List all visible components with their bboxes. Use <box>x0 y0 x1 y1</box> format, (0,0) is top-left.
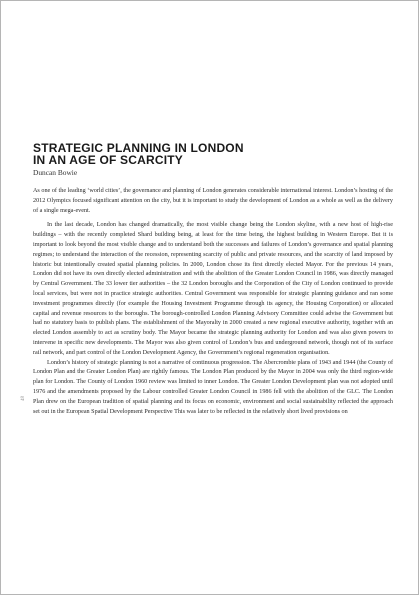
article-body <box>33 187 393 417</box>
article-title <box>33 143 393 166</box>
title-line-1: STRATEGIC PLANNING IN LONDON <box>33 141 244 155</box>
paragraph-1: As one of the leading ‘world cities’, the governance and planning of London generates considerable international interest. London’s hosting of the 2012 Olympics focused significant attention on the city, but it is important to study the development of London as a whole as well as the delivery of a single mega-event. <box>33 188 393 214</box>
title-line-2: IN AN AGE OF SCARCITY <box>33 152 183 167</box>
author-name: Duncan Bowie <box>33 168 78 177</box>
paragraph-3: London’s history of strategic planning is not a narrative of continuous progression. The Abercrombie plans of 1943 and 1944 (the County of London Plan and the Greater London Plan) are rightly famous. The London Plan produced by the Mayor in 2004 was only the third region-wide plan for London. The County of London 1960 review was limited to inner London. The Greater London Development plan was not adopted until 1976 and the amendments proposed by the Labour controlled Greater London Council in 1986 fell with the abolition of the GLC. The London Plan drew on the European tradition of spatial planning and its focus on economic, environment and social sustainability reflected the approach set out in the European Spatial Development Perspective This was later to be reflected in the relatively short lived provisions on <box>33 359 393 415</box>
margin-page-number: 48 <box>21 396 26 401</box>
paragraph-2: In the last decade, London has changed dramatically, the most visible change being the London skyline, with a new host of high-rise buildings – with the recently completed Shard building being, at least for the time being, the highest building in Western Europe. But it is important to look beyond the most visible change and to understand both the successes and failures of London’s governance and spatial planning regimes; to understand the interaction of the recession, representing scarcity of public and private resources, and the scarcity of land imposed by historic but intentionally created spatial planning policies. In 2000, London chose its first directly elected Mayor. For the previous 14 years, London did not have its own directly elected administration and with the abolition of the Greater London Council in 1986, was directly managed by Central Government. The 33 lower tier authorities – the 32 London boroughs and the Corporation of the City of London continued to provide local services, but were not in practice strategic authorities. Central Government was responsible for strategic planning guidance and ran some investment programmes directly (for example the Housing Investment Programme through its agency, the Housing Corporation) or allocated capital and revenue resources to the boroughs. The borough-controlled London Planning Advisory Committee could advise the Government but had no statutory basis to publish plans. The establishment of the Mayoralty in 2000 created a new regional executive authority, together with an elected London assembly to act as scrutiny body. The Mayor became the strategic planning authority for London and was also given powers to intervene in specific new developments. The Mayor was also given control of London’s bus and underground network, though not of its surface rail network, and part control of the London Development Agency, the Government’s regional regeneration organisation. <box>33 222 393 356</box>
